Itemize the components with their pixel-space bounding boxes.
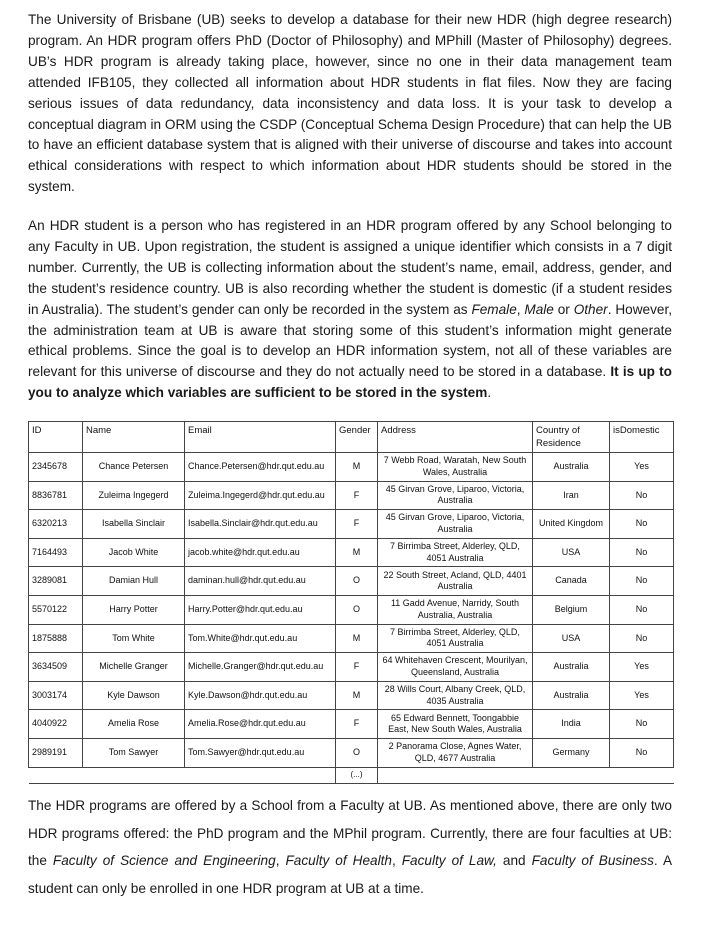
student-name-cell: Zuleima Ingegerd [83,481,185,510]
student-country-cell: Australia [533,453,610,482]
student-address-cell: 11 Gadd Avenue, Narridy, South Australia, Australia [378,595,533,624]
student-country-cell: Belgium [533,595,610,624]
empty-cell [185,767,336,783]
student-country-cell: Germany [533,738,610,767]
student-address-cell: 7 Birrimba Street, Alderley, QLD, 4051 Australia [378,538,533,567]
student-address-cell: 45 Girvan Grove, Liparoo, Victoria, Australia [378,510,533,539]
student-domestic-cell: Yes [610,453,674,482]
column-header: isDomestic [610,422,674,453]
student-id-cell: 7164493 [29,538,83,567]
student-gender-cell: M [336,453,378,482]
student-email-cell: Michelle.Granger@hdr.qut.edu.au [185,653,336,682]
student-country-cell: USA [533,624,610,653]
student-name-cell: Tom Sawyer [83,738,185,767]
student-name-cell: Jacob White [83,538,185,567]
student-country-cell: USA [533,538,610,567]
student-text-b: . However, the administration team at UB is aware that storing some of this student’s information might generate ethical problems. Since the goal is to develop an HDR information system, not all of these variables are relevant for this universe of discourse and they do not actually need to be stored in a database. [28,301,673,380]
column-header: Name [83,422,185,453]
student-id-cell: 5570122 [29,595,83,624]
student-address-cell: 22 South Street, Acland, QLD, 4401 Australia [378,567,533,596]
student-email-cell: jacob.white@hdr.qut.edu.au [185,538,336,567]
student-gender-cell: M [336,681,378,710]
student-paragraph [28,216,672,404]
student-country-cell: Canada [533,567,610,596]
column-header: Country of Residence [533,422,610,453]
student-country-cell: Australia [533,681,610,710]
table-row [29,624,674,653]
column-header: Address [378,422,533,453]
student-id-cell: 2989191 [29,738,83,767]
student-name-cell: Harry Potter [83,595,185,624]
column-header: ID [29,422,83,453]
student-address-cell: 7 Birrimba Street, Alderley, QLD, 4051 Australia [378,624,533,653]
faculty-law: Faculty of Law, [401,853,497,868]
student-domestic-cell: Yes [610,681,674,710]
student-id-cell: 6320213 [29,510,83,539]
student-email-cell: daminan.hull@hdr.qut.edu.au [185,567,336,596]
intro-paragraph: The University of Brisbane (UB) seeks to develop a database for their new HDR (high degree research) program. An HDR program offers PhD (Doctor of Philosophy) and MPhill (Master of Philosophy) degrees. UB’s HDR program is already taking place, however, since no one in their data management team attended IFB105, they collected all information about HDR students in flat files. Now they are facing serious issues of data redundancy, data inconsistency and data loss. It is your task to develop a conceptual diagram in ORM using the CSDP (Conceptual Schema Design Procedure) that can help the UB to have an efficient database system that is aligned with their universe of discourse and takes into account ethical considerations with respect to which information about HDR students should be stored in the system. [28,12,672,195]
student-address-cell: 64 Whitehaven Crescent, Mourilyan, Queensland, Australia [378,653,533,682]
student-name-cell: Isabella Sinclair [83,510,185,539]
student-email-cell: Isabella.Sinclair@hdr.qut.edu.au [185,510,336,539]
student-name-cell: Kyle Dawson [83,681,185,710]
student-email-cell: Amelia.Rose@hdr.qut.edu.au [185,710,336,739]
table-row [29,710,674,739]
student-email-cell: Kyle.Dawson@hdr.qut.edu.au [185,681,336,710]
student-id-cell: 1875888 [29,624,83,653]
student-address-cell: 2 Panorama Close, Agnes Water, QLD, 4677 Australia [378,738,533,767]
table-row [29,538,674,567]
student-name-cell: Michelle Granger [83,653,185,682]
table-row [29,510,674,539]
student-table [28,421,674,784]
student-country-cell: Iran [533,481,610,510]
student-text-a: An HDR student is a person who has registered in an HDR program offered by any School belonging to any Faculty in UB. Upon registration, the student is assigned a unique identifier which consists in a 7 digit number. Currently, the UB is collecting information about the student’s name, email, address, gender, and the student’s residence country. UB is also recording whether the student is domestic (if a student resides in Australia). The student’s gender can only be recorded in the system as [28,218,672,317]
faculty-and: and [496,853,532,868]
student-email-cell: Zuleima.Ingegerd@hdr.qut.edu.au [185,481,336,510]
student-domestic-cell: No [610,481,674,510]
student-domestic-cell: No [610,624,674,653]
student-id-cell: 2345678 [29,453,83,482]
table-row [29,453,674,482]
faculty-sep-2: , [391,853,402,868]
faculty-sep-1: , [275,853,286,868]
student-domestic-cell: No [610,510,674,539]
student-domestic-cell: No [610,738,674,767]
student-address-cell: 65 Edward Bennett, Toongabbie East, New South Wales, Australia [378,710,533,739]
programs-text-b: . A student can only be enrolled in one HDR program at UB at a time. [28,853,673,896]
gender-male: Male [524,301,554,317]
table-row [29,595,674,624]
student-address-cell: 45 Girvan Grove, Liparoo, Victoria, Australia [378,481,533,510]
gender-female: Female [471,301,517,317]
student-email-cell: Chance.Petersen@hdr.qut.edu.au [185,453,336,482]
task-instruction: It is up to you to analyze which variables are sufficient to be stored in the system [28,364,672,401]
student-name-cell: Chance Petersen [83,453,185,482]
faculty-business: Faculty of Business [531,853,654,868]
student-name-cell: Amelia Rose [83,710,185,739]
faculty-science: Faculty of Science and Engineering [52,853,276,868]
student-id-cell: 8836781 [29,481,83,510]
student-id-cell: 4040922 [29,710,83,739]
table-row [29,653,674,682]
student-gender-cell: O [336,738,378,767]
table-row [29,481,674,510]
student-country-cell: India [533,710,610,739]
student-id-cell: 3289081 [29,567,83,596]
student-address-cell: 28 Wills Court, Albany Creek, QLD, 4035 Australia [378,681,533,710]
student-gender-cell: M [336,538,378,567]
gender-sep: , [516,301,525,317]
empty-cell [29,767,83,783]
table-continuation-row [29,767,674,783]
student-gender-cell: F [336,510,378,539]
student-gender-cell: O [336,567,378,596]
student-country-cell: Australia [533,653,610,682]
faculty-health: Faculty of Health [285,853,392,868]
student-domestic-cell: No [610,595,674,624]
column-header: Gender [336,422,378,453]
student-gender-cell: F [336,481,378,510]
empty-cell [610,767,674,783]
table-row [29,738,674,767]
student-email-cell: Harry.Potter@hdr.qut.edu.au [185,595,336,624]
empty-cell [533,767,610,783]
student-gender-cell: O [336,595,378,624]
empty-cell [83,767,185,783]
programs-text-a: The HDR programs are offered by a School from a Faculty at UB. As mentioned above, there are only two HDR programs offered: the PhD program and the MPhil program. Currently, there are four faculties at UB: the [28,798,672,868]
student-gender-cell: F [336,710,378,739]
student-name-cell: Damian Hull [83,567,185,596]
student-country-cell: United Kingdom [533,510,610,539]
student-id-cell: 3634509 [29,653,83,682]
gender-other: Other [573,301,608,317]
student-text-end: . [487,385,492,401]
more-rows-indicator: (...) [336,767,378,783]
student-gender-cell: F [336,653,378,682]
student-address-cell: 7 Webb Road, Waratah, New South Wales, Australia [378,453,533,482]
student-email-cell: Tom.Sawyer@hdr.qut.edu.au [185,738,336,767]
table-row [29,681,674,710]
student-name-cell: Tom White [83,624,185,653]
student-email-cell: Tom.White@hdr.qut.edu.au [185,624,336,653]
student-domestic-cell: Yes [610,653,674,682]
gender-or: or [553,301,574,317]
column-header: Email [185,422,336,453]
student-domestic-cell: No [610,567,674,596]
table-header-row [29,422,674,453]
empty-cell [378,767,533,783]
student-domestic-cell: No [610,538,674,567]
programs-paragraph [28,792,672,902]
student-gender-cell: M [336,624,378,653]
student-id-cell: 3003174 [29,681,83,710]
student-domestic-cell: No [610,710,674,739]
table-row [29,567,674,596]
